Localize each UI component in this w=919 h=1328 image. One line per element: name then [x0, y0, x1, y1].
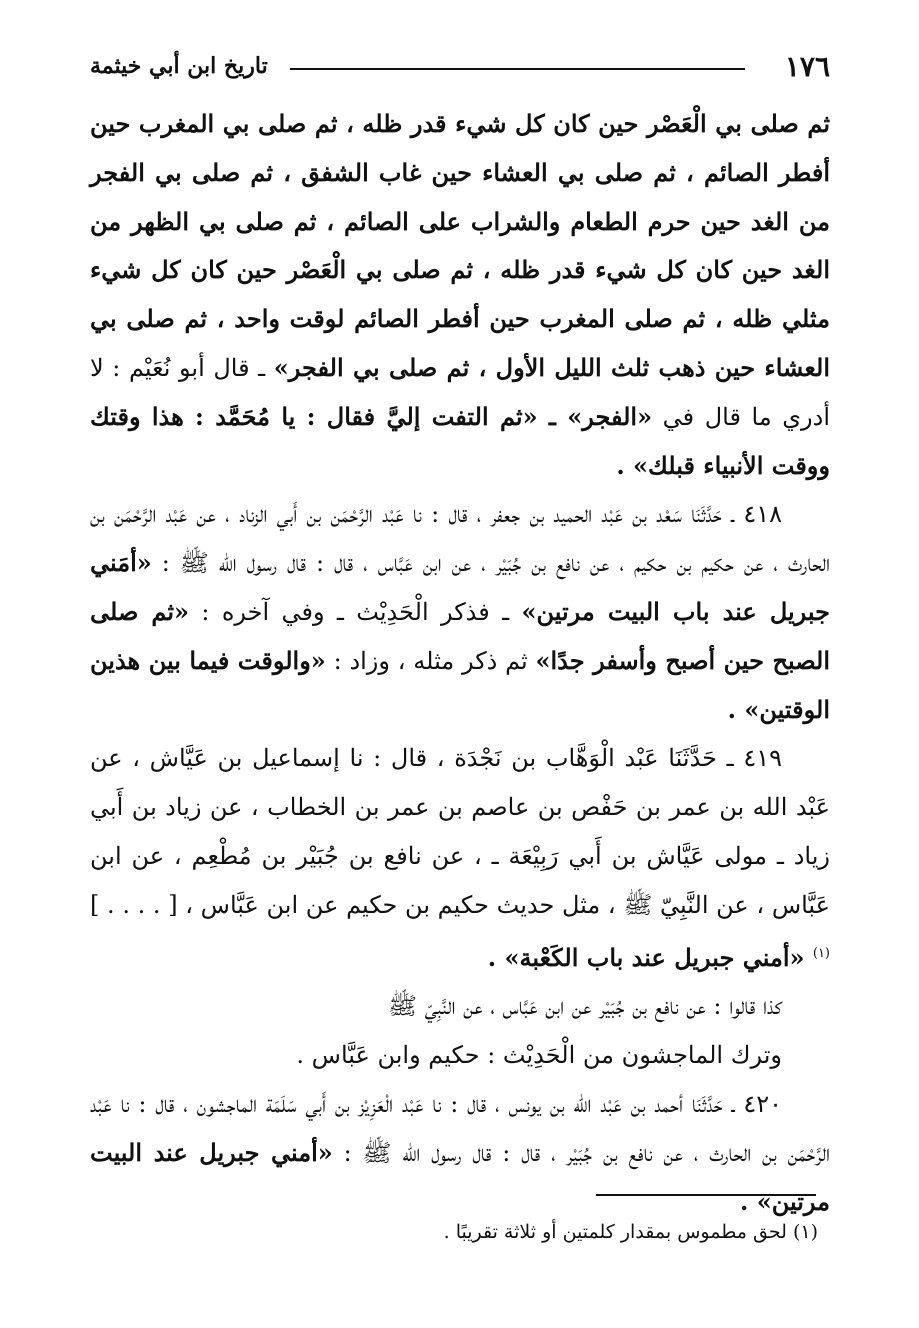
matn-418-a: «أمَني جبريل عند باب البيت مرتين»	[90, 548, 830, 626]
matn-419: «أمني جبريل عند باب الكَعْبة» .	[487, 942, 813, 972]
paragraph-420	[90, 1080, 830, 1226]
page-header	[90, 44, 830, 88]
paragraph-418	[90, 490, 830, 734]
matn-418-f: «والوقت فيما بين هذين الوقتين» .	[90, 645, 830, 724]
matn-420: «أمني جبريل عند البيت مرتين» .	[90, 1137, 830, 1216]
footnote-marker[interactable]: (١)	[812, 945, 830, 961]
footnote-rule	[596, 1194, 816, 1196]
main-text	[90, 100, 830, 1226]
page-number: ١٧٦	[784, 49, 830, 83]
header-rule	[290, 68, 745, 70]
text-418-c: ـ فذكر الْحَدِيْث ـ وفي آخره :	[189, 597, 522, 626]
paragraph-continuation	[90, 100, 830, 490]
paragraph-419	[90, 734, 830, 982]
comment-line-1: كذا قالوا : عن نافع بن جُبَيْر عن ابن عَبَّاس ، عن النَّبِيّ ﷺ	[387, 992, 782, 1021]
narrator-comment: ـ قال أبو نُعَيْم : لا أدري ما قال في	[90, 353, 830, 431]
hadith-text-end: «الفجر» ـ «ثم التفت إليَّ فقال : يا مُحَمَّد : هذا وقتك ووقت الأنبياء قبلك» .	[90, 401, 830, 480]
isnad-420: ٤٢٠ ـ حَدَّثَنَا أحمد بن عَبْد الله بن يونس ، قال : نا عَبْد الْعَزِيْز بن أَبي سَلَمَة الماجشون ، قال : نا عَبْد الرَّحْمَن بن الحارث ، عن نافع بن جُبَيْر ، قال : قال رسول الله ﷺ :	[90, 1089, 831, 1167]
text-418-e: ثم ذكر مثله ، وزاد :	[325, 646, 536, 675]
book-title: تاريخ ابن أبي خيثمة	[90, 53, 268, 79]
isnad-418: ٤١٨ ـ حَدَّثَنَا سَعْد بن عَبْد الحميد بن جعفر ، قال : نا عَبْد الرَّحْمَن بن أَبي الزناد ، عن عَبْد الرَّحْمَن بن الحارث ، عن حكيم بن حكيم ، عن نافع بن جُبَيْر ، عن ابن عَبَّاس ، قال : قال رسول الله ﷺ :	[90, 500, 831, 578]
comment-line-2: وترك الماجشون من الْحَدِيْث : حكيم وابن عَبَّاس .	[296, 1041, 782, 1070]
matn-418-d: «ثم صلى الصبح حين أصبح وأسفر جدًا»	[90, 596, 831, 675]
hadith-text: ثم صلى بي الْعَصْر حين كان كل شيء قدر ظله ، ثم صلى بي المغرب حين أفطر الصائم ، ثم صلى بي العشاء حين غاب الشفق ، ثم صلى بي الفجر من الغد حين حرم الطعام والشراب على الصائم ، ثم صلى بي الظهر من الغد حين كان كل شيء قدر ظله ، ثم صلى بي الْعَصْر حين كان كل شيء مثلي ظله ، ثم صلى المغرب حين أفطر الصائم لوقت واحد ، ثم صلى بي العشاء حين ذهب ثلث الليل الأول ، ثم صلى بي الفجر»	[90, 109, 831, 382]
isnad-419: ٤١٩ ـ حَدَّثَنَا عَبْد الْوَهَّاب بن نَجْدَة ، قال : نا إسماعيل بن عَيَّاش ، عن عَبْد الله بن عمر بن حَفْص بن عاصم بن عمر بن الخطاب ، عن زياد بن أَبي زياد ـ مولى عَيَّاش بن أَبي رَبِيْعَة ـ ، عن نافع بن جُبَيْر بن مُطْعِم ، عن ابن عَبَّاس ، عن النَّبِيّ ﷺ ، مثل حديث حكيم بن حكيم عن ابن عَبَّاس ، [ . . . . ]	[90, 744, 830, 919]
footnote: (١) لحق مطموس بمقدار كلمتين أو ثلاثة تقريبًا .	[443, 1221, 818, 1243]
